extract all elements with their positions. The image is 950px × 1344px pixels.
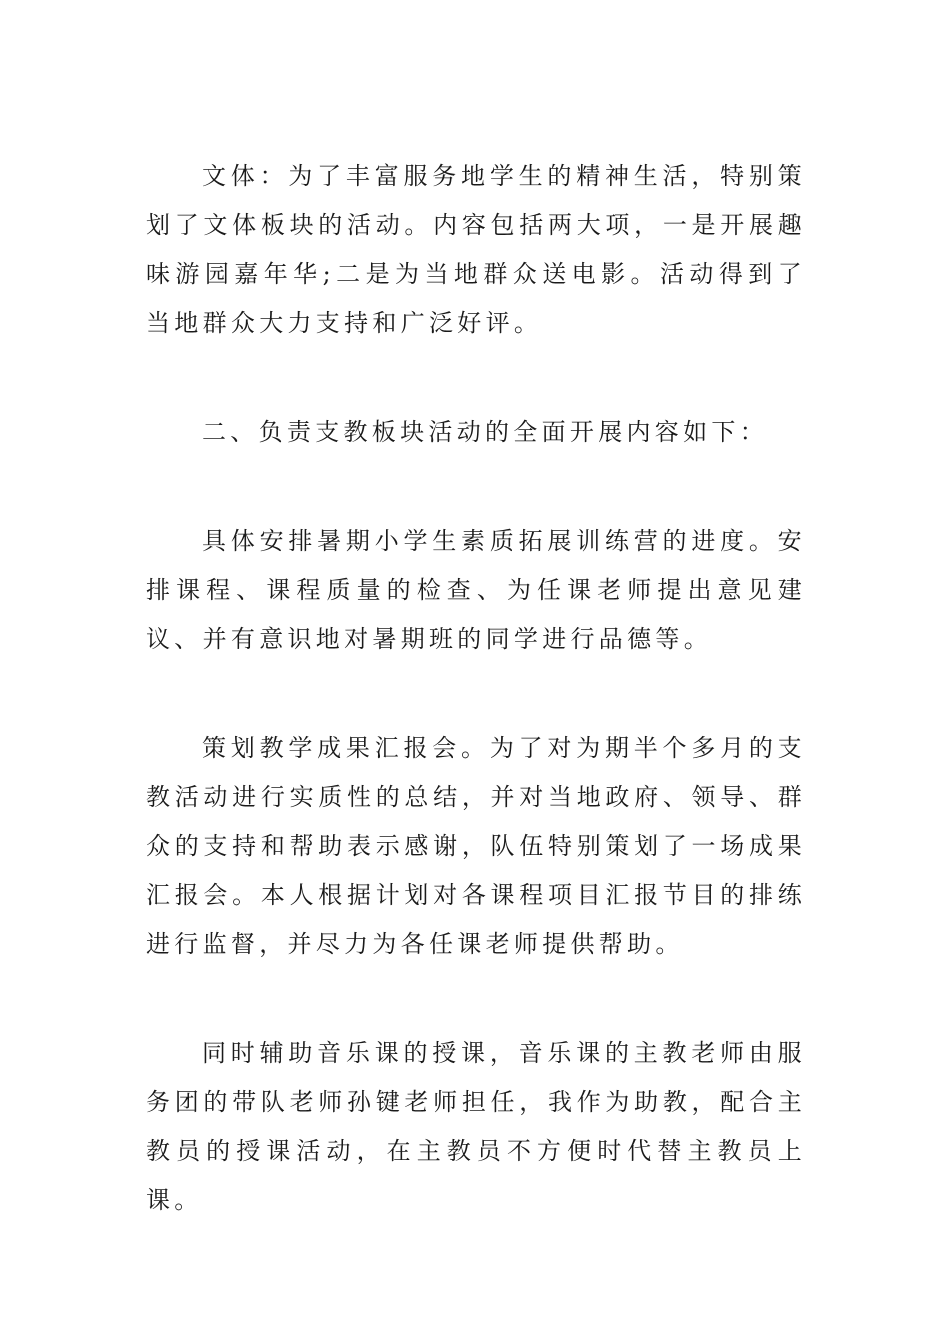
paragraph-training-camp: 具体安排暑期小学生素质拓展训练营的进度。安排课程、课程质量的检查、为任课老师提出意见建议、并有意识地对暑期班的同学进行品德等。 — [146, 527, 806, 653]
document-body — [146, 152, 806, 1225]
paragraph-music-class: 同时辅助音乐课的授课，音乐课的主教老师由服务团的带队老师孙键老师担任，我作为助教，配合主教员的授课活动，在主教员不方便时代替主教员上课。 — [146, 1039, 806, 1214]
paragraph-report-meeting: 策划教学成果汇报会。为了对为期半个多月的支教活动进行实质性的总结，并对当地政府、领导、群众的支持和帮助表示感谢，队伍特别策划了一场成果汇报会。本人根据计划对各课程项目汇报节目的排练进行监督，并尽力为各任课老师提供帮助。 — [146, 734, 806, 958]
paragraph-culture-sports: 文体：为了丰富服务地学生的精神生活，特别策划了文体板块的活动。内容包括两大项，一是开展趣味游园嘉年华;二是为当地群众送电影。活动得到了当地群众大力支持和广泛好评。 — [146, 162, 806, 337]
section-heading-teaching: 二、负责支教板块活动的全面开展内容如下： — [202, 418, 768, 446]
